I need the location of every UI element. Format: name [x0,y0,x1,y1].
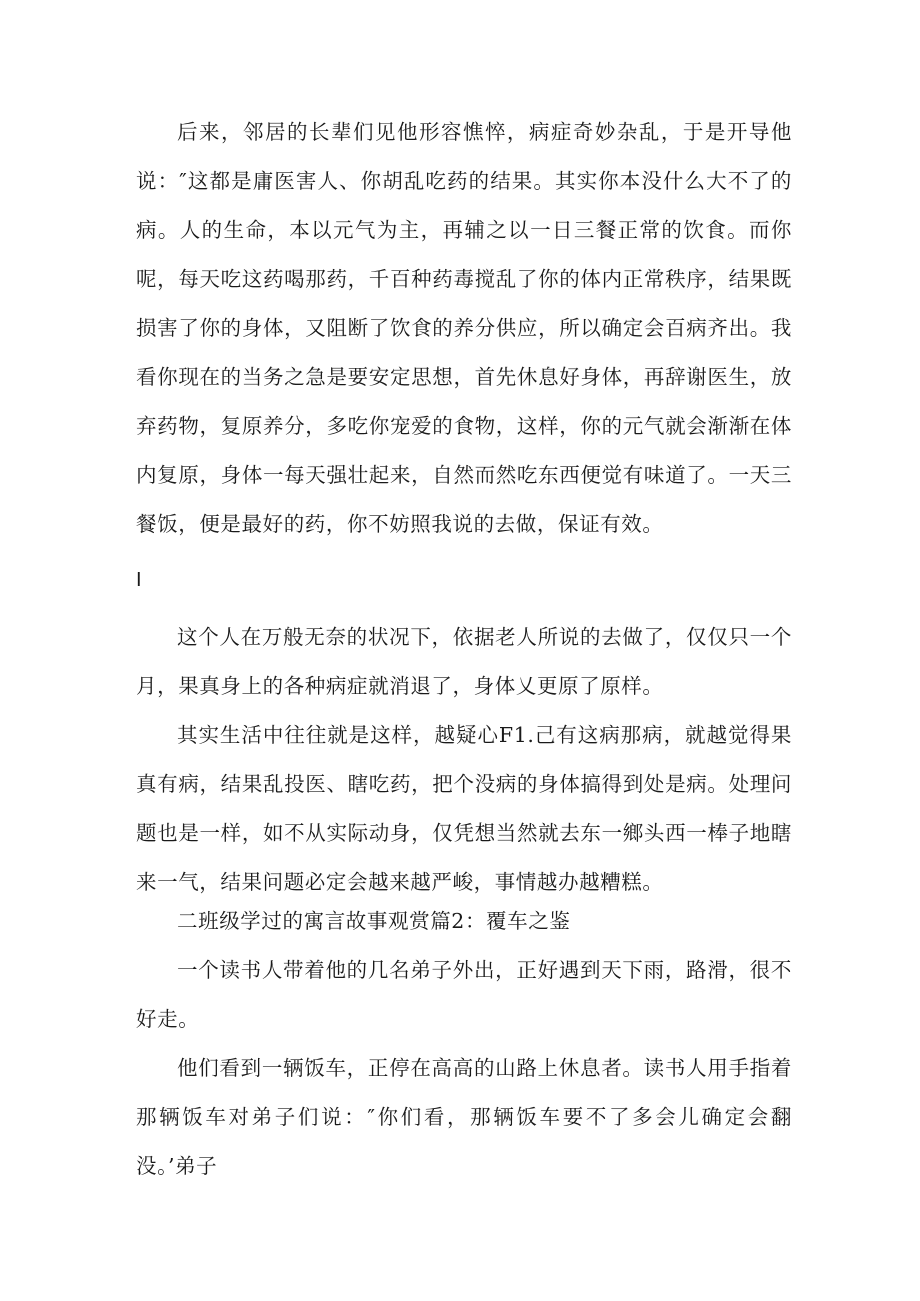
paragraph-scholar: 一个读书人带着他的几名弟子外出，正好遇到天下雨，路滑，很不好走。 [136,958,792,1031]
section-heading: 二班级学过的寓言故事观赏篇2：覆车之鉴 [177,909,571,933]
paragraph-cart: 他们看到一辆饭车，正停在高高的山路上休息者。读书人用手指着那辆饭车对弟子们说：″你们看，那辆饭车要不了多会儿确定会翻没。’弟子 [136,1056,792,1178]
stray-marker: I [136,569,142,591]
paragraph-advice: 后来，邻居的长辈们见他形容憔悴，病症奇妙杂乱，于是开导他说：″这都是庸医害人、你胡乱吃药的结果。其实你本没什么大不了的病。人的生命，本以元气为主，再辅之以一日三餐正常的饮食。而你呢，每天吃这药喝那药，千百种药毒搅乱了你的体内正常秩序，结果既损害了你的身体，又阻断了饮食的养分供应，所以确定会百病齐出。我看你现在的当务之急是要安定思想，首先休息好身体，再辞谢医生，放弃药物，复原养分，多吃你宠爱的食物，这样，你的元气就会渐渐在体内复原，身体一每天强壮起来，自然而然吃东西便觉有味道了。一天三餐饭，便是最好的药，你不妨照我说的去做，保证有效。 [136,120,792,536]
paragraph-lesson: 其实生活中往往就是这样，越疑心F1.己有这病那病，就越觉得果真有病，结果乱投医、瞎吃药，把个没病的身体搞得到处是病。处理问题也是一样，如不从实际动身，仅凭想当然就去东一鄉头西一棒子地瞎来一气，结果问题必定会越来越严峻，事情越办越糟糕。 [136,723,792,894]
paragraph-recovery: 这个人在万般无奈的状况下，依据老人所说的去做了，仅仅只一个月，果真身上的各种病症就消退了，身体乂更原了原样。 [136,625,792,698]
